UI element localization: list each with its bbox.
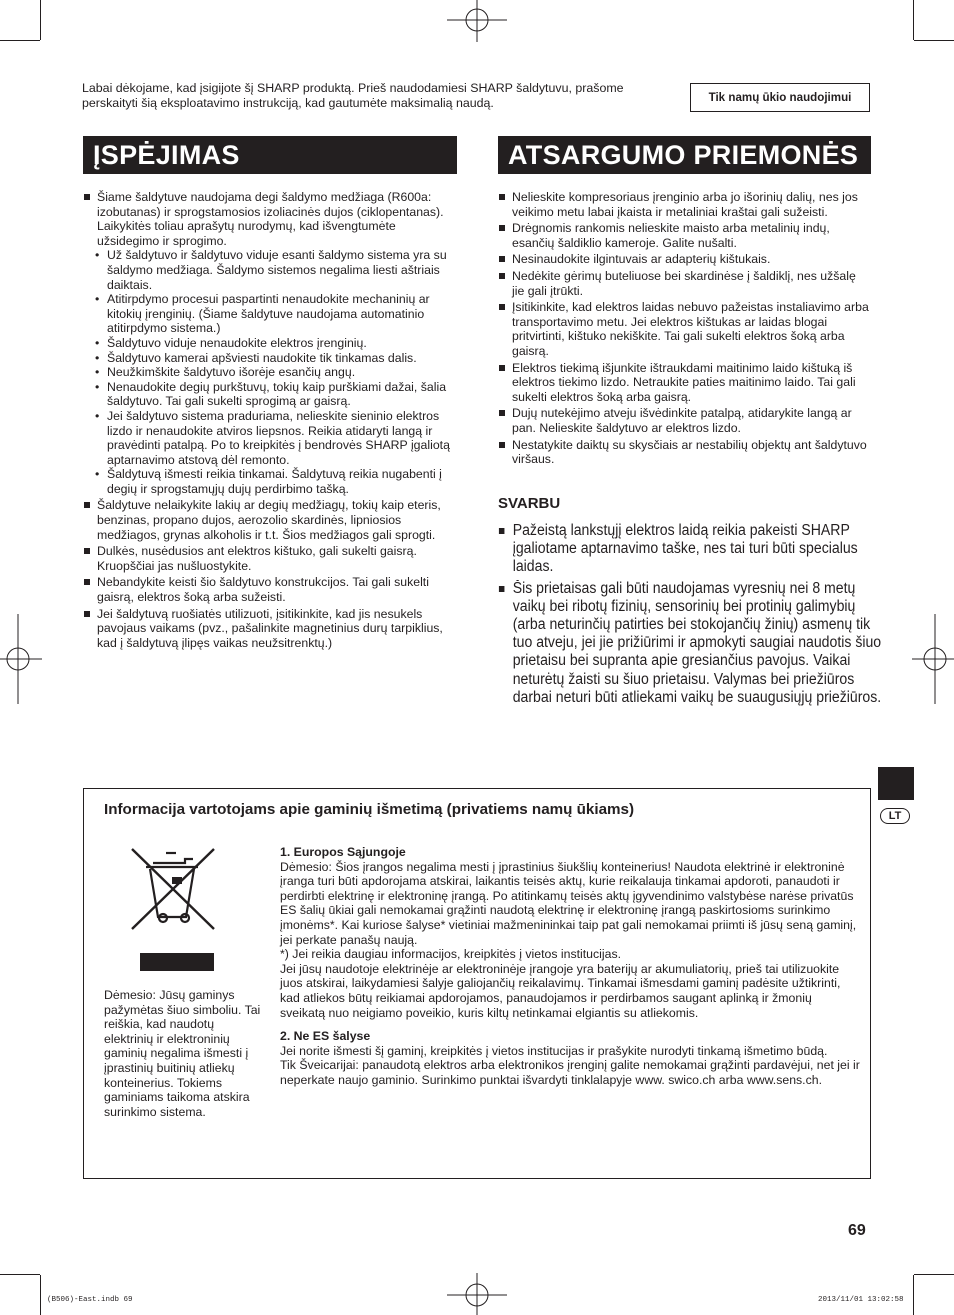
warning-subitem: • Šaldytuvą išmesti reikia tinkamai. Šaldytuvą reikia nugabenti į degių ir sprogstamųjų dujų perdirbimo tašką. [95, 467, 458, 496]
page-number: 69 [848, 1222, 866, 1239]
warning-subitem: • Nenaudokite degių purkštuvų, tokių kaip purškiami dažai, šalia šaldytuvo. Tai gali sukelti sprogimą ar gaisrą. [95, 380, 458, 409]
eu-text: Dėmesio: Šios įrangos negalima mesti į įprastinius šiukšlių konteinerius! Naudota elektrinė ir elektroninė įranga turi būti apdorojama atskirai, laikantis teisės aktų, kurie reikalauja tinkamai apdoroti, panaudoti ir perdirbti elektrinę ir elektroninę įrangą. Po atitinkamų teisės aktų įgyvendinimo valstybėse narėse privatūs ES šalių ūkiai gali nemokamai grąžinti naudotą elektrinę ir elektroninę įrangą paskirtosioms surinkimo įmonėms*. Kai kuriose šalyse* vietiniai mažmenininkai taip pat gali nemokamai priimti iš jūsų seną gaminį, jei perkate panašų naują. [280, 859, 857, 947]
precaution-item: Įsitikinkite, kad elektros laidas nebuvo pažeistas instaliavimo arba transportavimo metu. Jei elektros kištukas ar laidas blogai pritvirtinti, kištuko nekiškite. Tai gali sukelti elektros šoką arba gaisrą. [498, 300, 870, 358]
eu-heading: 1. Europos Sąjungoje [280, 845, 406, 859]
language-tab [878, 767, 914, 800]
warning-subitem: • Šaldytuvo viduje nenaudokite elektros įrenginių. [95, 336, 458, 351]
household-use-label: Tik namų ūkio naudojimui [690, 83, 870, 112]
print-slug-date: 2013/11/01 13:02:58 [818, 1296, 904, 1304]
language-badge: LT [880, 808, 910, 824]
crossed-out-bin-icon [128, 843, 220, 973]
disposal-title: Informacija vartotojams apie gaminių išmetimą (privatiems namų ūkiams) [104, 801, 635, 818]
registration-mark-bottom [447, 1273, 507, 1315]
warning-subitem: • Už šaldytuvo ir šaldytuvo viduje esanti šaldymo sistema yra su šaldymo medžiaga. Šaldymo sistemos negalima liesti aštriais daiktais. [95, 248, 458, 292]
registration-mark-right [912, 614, 954, 704]
precautions-title: ATSARGUMO PRIEMONĖS [498, 136, 871, 174]
noneu-text: Jei norite išmesti šį gaminį, kreipkitės į vietos institucijas ir prašykite nurodyti tinkamą išmetimo būdą. [280, 1043, 828, 1058]
warning-title: ĮSPĖJIMAS [83, 136, 457, 174]
warning-subitem: • Atitirpdymo procesui paspartinti nenaudokite mechaninių ar kitokių įrenginių. (Šiame šaldytuve naudojama automatinio atitirpdymo sistema.) [95, 292, 458, 336]
intro-text: Labai dėkojame, kad įsigijote šį SHARP produktą. Prieš naudodamiesi SHARP šaldytuvu, prašome perskaityti šią eksploatavimo instrukciją, kad gautumėte maksimalią naudą. [82, 81, 624, 110]
important-list [498, 522, 882, 710]
important-item: Šis prietaisas gali būti naudojamas vyresnių nei 8 metų vaikų bei ribotų fizinių, sensorinių bei protinių galimybių (arba neturinčių patirties bei stokojančių žinių) asmenų tik tuo atveju, jei jie prižiūrimi ir apmokyti saugiai naudotis šiuo prietaisu bei supranta apie gresiančius pavojus. Vaikai neturėtų žaisti su šiuo prietaisu. Valymas bei priežiūros darbai neturi būti atliekami vaikų be suaugusiųjų priežiūros. [498, 580, 886, 707]
warning-subitem: • Šaldytuvo kamerai apšviesti naudokite tik tinkamas dalis. [95, 351, 458, 366]
eu-note: *) Jei reikia daugiau informacijos, kreipkitės į vietos institucijas. [280, 947, 622, 962]
noneu-heading: 2. Ne ES šalyse [280, 1029, 371, 1044]
disposal-notice: Dėmesio: Jūsų gaminys pažymėtas šiuo simboliu. Tai reiškia, kad naudotų elektrinių ir elektroninių gaminių negalima išmesti į įprastinių buitinių atliekų konteinerius. Tokiems gaminiams taikoma atskira surinkimo sistema. [104, 988, 261, 1119]
precaution-item: Nelieskite kompresoriaus įrenginio arba jo išorinių dalių, nes jos veikimo metu labai įkaista ir metaliniai kraštai gali sužeisti. [498, 190, 870, 219]
precaution-item: Drėgnomis rankomis nelieskite maisto arba metalinių indų, esančių šaldiklio kameroje. Galite nušalti. [498, 221, 870, 250]
important-item: Pažeistą lankstųjį elektros laidą reikia pakeisti SHARP įgaliotame aptarnavimo taške, nes tai turi būti specialus laidas. [498, 522, 886, 577]
precaution-item: Dujų nutekėjimo atveju išvėdinkite patalpą, atidarykite langą ar pan. Nelieskite šaldytuvo ar elektros lizdo. [498, 406, 870, 435]
precaution-item: Nedėkite gėrimų buteliuose bei skardinėse į šaldiklį, nes užšalę jie gali įtrūkti. [498, 269, 870, 298]
disposal-text [280, 845, 860, 1088]
eu-text-2: Jei jūsų naudotoje elektrinėje ar elektroninėje įrangoje yra baterijų ar akumuliatorių, prieš tai utilizuokite juos atskirai, laikydamiesi šalyje galiojančių reikalavimų. Tinkamai išmesdami gaminį padėsite užtikrinti, kad atliekos būtų reikiamai apdorojamos, panaudojamos ir perdirbamos saugant aplinką ir žmonių sveikatą nuo neigiamo poveikio, kuris kiltų netinkamai elgiantis su atliekomis. [280, 961, 841, 1020]
precaution-item: Nestatykite daiktų su skysčiais ar nestabilių objektų ant šaldytuvo viršaus. [498, 438, 870, 467]
warning-subitem: • Neužkimškite šaldytuvo išorėje esančių angų. [95, 365, 458, 380]
precautions-list [498, 190, 870, 467]
warning-item: Jei šaldytuvą ruošiatės utilizuoti, įsitikinkite, kad jis nesukels pavojaus vaikams (pvz., pašalinkite magnetinius durų tarpiklius, kad į šaldytuvą įlipęs vaikas neužsitrenktų.) [83, 607, 458, 651]
warning-subitem: • Jei šaldytuvo sistema praduriama, nelieskite sieninio elektros lizdo ir nenaudokite atviros liepsnos. Reikia atidaryti langą ir pravėdinti patalpą. Po to kreipkitės į bendrovės SHARP įgaliotą aptarnavimo atstovą dėl remonto. [95, 409, 458, 467]
warning-item: Šiame šaldytuve naudojama degi šaldymo medžiaga (R600a: izobutanas) ir sprogstamosios izoliacinės dujos (ciklopentanas). Laikykitės toliau aprašytų nurodymų, kad išvengtumėte užsidegimo ir sprogimo. [83, 190, 458, 248]
important-title: SVARBU [498, 495, 561, 512]
precaution-item: Nesinaudokite ilgintuvais ar adapterių kištukais. [498, 252, 870, 267]
warning-list [83, 190, 458, 650]
warning-item: Nebandykite keisti šio šaldytuvo konstrukcijos. Tai gali sukelti gaisrą, elektros šoką arba sužeisti. [83, 575, 458, 604]
registration-mark-left [0, 614, 42, 704]
precaution-item: Elektros tiekimą išjunkite ištraukdami maitinimo laido kištuką iš elektros tiekimo lizdo. Netraukite paties maitinimo laido. Tai gali sukelti elektros šoką arba gaisrą. [498, 361, 870, 405]
noneu-text-2: Tik Šveicarijai: panaudotą elektros arba elektronikos įrenginį galite nemokamai grąžinti pardavėjui, net jei ir neperkate naujo gaminio. Surinkimo punktai išvardyti tinklalapyje www. swico.ch arba www.sens.ch. [280, 1058, 860, 1087]
print-slug-file: (B506)-East.indb 69 [47, 1296, 133, 1304]
warning-item: Šaldytuve nelaikykite lakių ar degių medžiagų, tokių kaip eteris, benzinas, propano dujos, aerozolio skardinės, lipniosios medžiagos, grynas alkoholis ir t.t. Šios medžiagos gali sprogti. [83, 498, 458, 542]
registration-mark-top [447, 0, 507, 42]
warning-item: Dulkės, nusėdusios ant elektros kištuko, gali sukelti gaisrą. Kruopščiai jas nušluostykite. [83, 544, 458, 573]
